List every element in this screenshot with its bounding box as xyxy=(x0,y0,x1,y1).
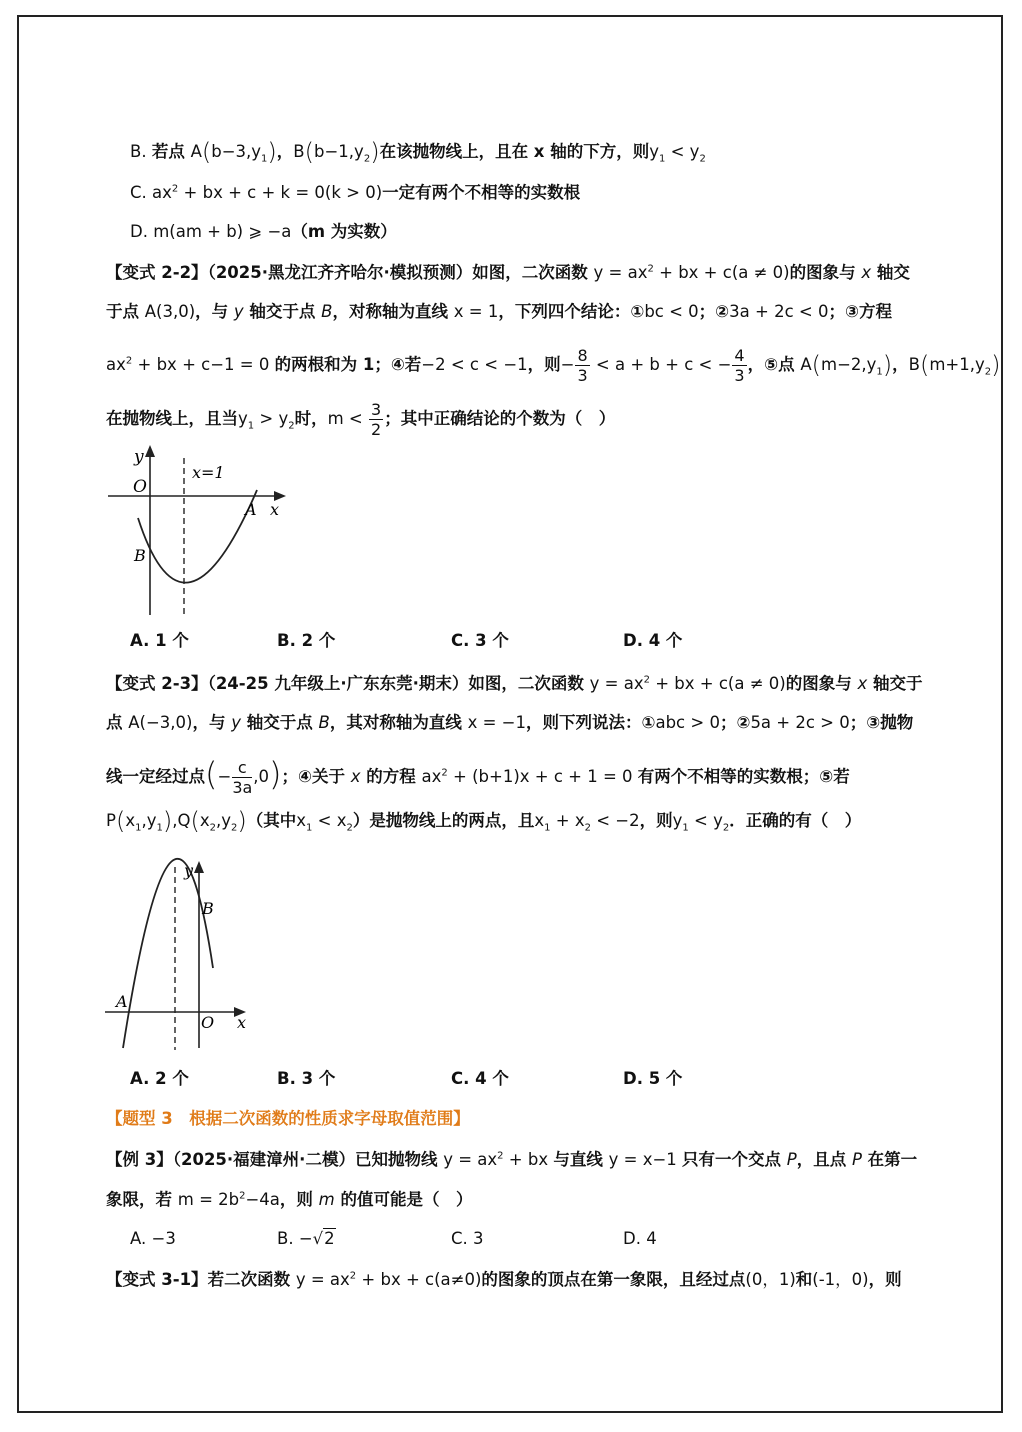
y-axis-arrow xyxy=(145,445,155,457)
point-a-label: A xyxy=(245,500,257,519)
variant-2-3-graph xyxy=(100,855,260,1055)
y-label: y xyxy=(134,447,144,467)
variant-2-2-line-4: 在抛物线上，且当$y_1 > y_2$时，m < $\frac{3}{2}$ ；其中正确结论的个数为（ ） xyxy=(106,400,616,439)
example-3-option-a: A. −3 xyxy=(130,1229,176,1248)
type-3-heading: 【题型 3 根据二次函数的性质求字母取值范围】 xyxy=(106,1109,470,1128)
point-a-label: A xyxy=(116,992,128,1011)
variant-2-3-line-2: 点 A(−3,0)，与 y 轴交于点 B，其对称轴为直线 x = −1，则下列说法：①abc > 0；②5a + 2c > 0；③抛物 xyxy=(106,713,914,732)
variant-2-2-line-2: 于点 A(3,0)，与 y 轴交于点 B，对称轴为直线 x = 1，下列四个结论：①bc < 0；②3a + 2c < 0；③方程 xyxy=(106,302,892,321)
example-3-option-c: C. 3 xyxy=(451,1229,484,1248)
fraction-8-3: $\frac{8}{3}$ xyxy=(577,346,588,385)
point-b-label: B xyxy=(202,899,214,918)
variant-2-3-option-b: B. 3 个 xyxy=(277,1069,336,1088)
y-label: y xyxy=(184,861,194,880)
fraction-3-2: $\frac{3}{2}$ xyxy=(371,400,382,439)
variant-2-2-option-b: B. 2 个 xyxy=(277,631,336,650)
variant-2-2-line-1: 【变式 2-2】（2025·黑龙江齐齐哈尔·模拟预测）如图，二次函数 $y = ax^2$ + bx + c(a ≠ 0)的图象与 x 轴交 xyxy=(106,263,910,282)
parabola xyxy=(138,490,257,583)
variant-2-2-option-c: C. 3 个 xyxy=(451,631,509,650)
variant-2-3-line-4: $P(x_1,y_1),Q(x_2,y_2)$（其中$x_1 < x_2$）是抛物线上的两点，且$x_1 + x_2 < -2$，则$y_1 < y_2$．正确的有（ ） xyxy=(106,807,862,835)
variant-2-3-option-a: A. 2 个 xyxy=(130,1069,189,1088)
variant-2-2-graph xyxy=(100,440,300,625)
variant-2-3-line-1: 【变式 2-3】（24-25 九年级上·广东东莞·期末）如图，二次函数 $y = ax^2$ + bx + c(a ≠ 0)的图象与 x 轴交于 xyxy=(106,674,923,693)
example-3-line-2: 象限，若 $m = 2b^2-4a$，则 m 的值可能是（ ） xyxy=(106,1190,473,1209)
origin-label: O xyxy=(201,1013,215,1032)
question-option-d: D. m(am + b) ⩾ −a（m 为实数） xyxy=(130,222,397,241)
fraction-c-3a: $\frac{c}{3a}$ xyxy=(232,758,253,797)
example-3-line-1: 【例 3】（2025·福建漳州·二模）已知抛物线 $y = ax^2$ + bx 与直线 y = x−1 只有一个交点 P，且点 P 在第一 xyxy=(106,1150,918,1169)
axis-label: x=1 xyxy=(192,463,225,482)
example-3-option-b: B. −√2 xyxy=(277,1229,335,1248)
y-axis-arrow xyxy=(194,861,204,873)
variant-3-1-line-1: 【变式 3-1】若二次函数 $y = ax^2$ + bx + c(a≠0)的图象的顶点在第一象限，且经过点(0，1)和(-1，0)，则 xyxy=(106,1270,902,1289)
question-option-b: B. 若点 $A(b-3,y_1)$，$B(b-1,y_2)$在该抛物线上，且在 x 轴的下方，则$y_1 < y_2$ xyxy=(130,138,706,166)
variant-2-3-option-c: C. 4 个 xyxy=(451,1069,509,1088)
variant-2-2-option-d: D. 4 个 xyxy=(623,631,683,650)
variant-2-3-option-d: D. 5 个 xyxy=(623,1069,683,1088)
variant-2-2-line-3: $ax^2$ + bx + c−1 = 0 的两根和为 1；④若−2 < c < −1，则− $\frac{8}{3}$ < a + b + c < − $\frac{4}{3}$ ，⑤点 $A(m-2,y_1)$，$B(m+1,y_2)$ xyxy=(106,346,1001,385)
x-label: x xyxy=(270,500,280,519)
question-option-c: C. $ax^2$ + bx + c + k = 0(k > 0)一定有两个不相等的实数根 xyxy=(130,183,581,202)
fraction-4-3: $\frac{4}{3}$ xyxy=(734,346,745,385)
origin-label: O xyxy=(133,477,147,497)
example-3-option-d: D. 4 xyxy=(623,1229,657,1248)
point-b-label: B xyxy=(134,546,146,565)
variant-2-3-line-3: 线一定经过点(− $\frac{c}{3a}$ ,0)；④关于 x 的方程 $ax^2 + (b+1)x + c + 1 = 0$ 有两个不相等的实数根；⑤若 xyxy=(106,755,850,797)
variant-2-2-option-a: A. 1 个 xyxy=(130,631,189,650)
x-label: x xyxy=(237,1013,247,1032)
